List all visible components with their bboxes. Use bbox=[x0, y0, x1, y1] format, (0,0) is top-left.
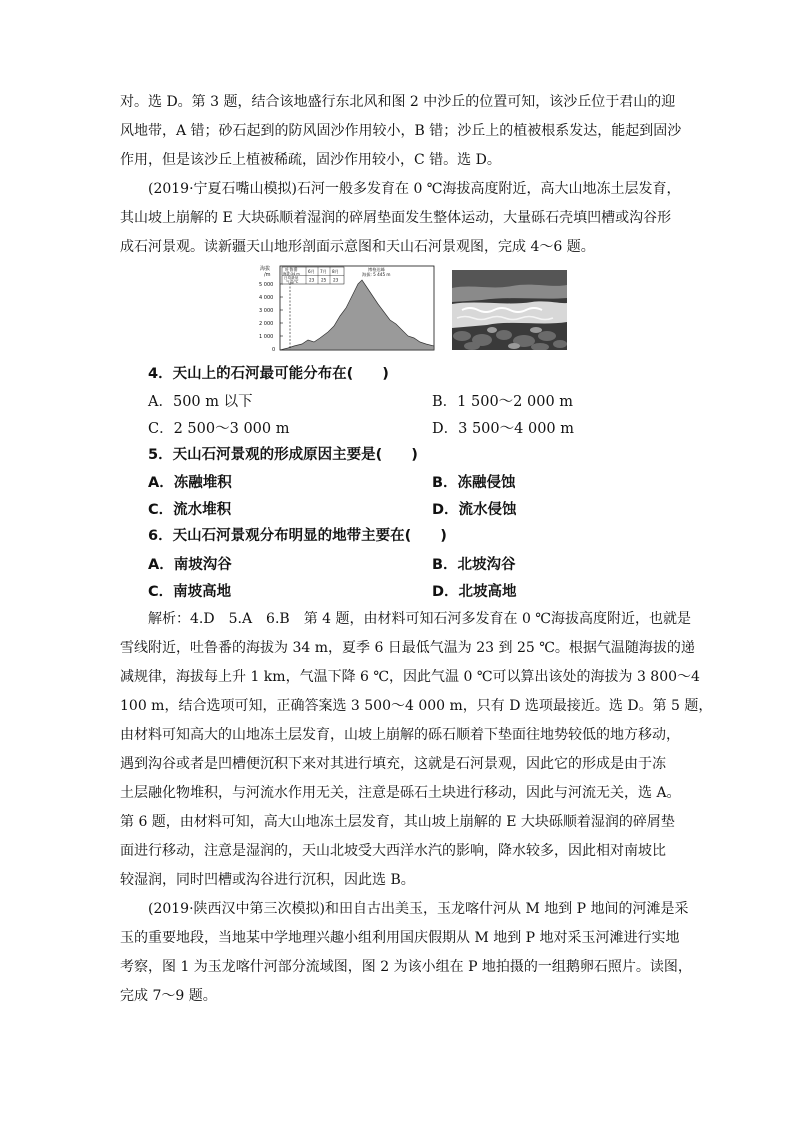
row-label-2: 气温/℃ bbox=[286, 280, 299, 284]
q6-option-b[interactable]: B．北坡沟谷 bbox=[432, 557, 516, 573]
intro3-line-3: 考察，图 1 为玉龙喀什河部分流域图，图 2 为该小组在 P 地拍摄的一组鹅卵石照片。读图， bbox=[120, 959, 692, 975]
peak-name: 博格达峰 bbox=[368, 267, 385, 272]
y-tick: 2 000 bbox=[259, 321, 274, 327]
q5-option-a[interactable]: A．冻融堆积 bbox=[148, 475, 232, 491]
y-tick: 4 000 bbox=[259, 295, 274, 301]
intro3-line-4: 完成 7～9 题。 bbox=[120, 988, 217, 1004]
q5-option-b[interactable]: B．冻融侵蚀 bbox=[432, 475, 516, 491]
q5-stem: 5．天山石河景观的形成原因主要是( ) bbox=[148, 447, 418, 463]
analysis-line-2: 雪线附近，吐鲁番的海拔为 34 m，夏季 6 日最低气温为 23 到 25 ℃。根据气温随海拔的递 bbox=[120, 640, 695, 656]
q5-option-d[interactable]: D．流水侵蚀 bbox=[432, 502, 517, 518]
q4-option-b[interactable]: B．1 500～2 000 m bbox=[432, 394, 574, 410]
analysis-line-7: 土层融化物堆积，与河流水作用无关，注意是砾石土块进行移动，因此与河流无关，选 A。 bbox=[120, 785, 681, 801]
tianshan-profile-figure bbox=[258, 264, 436, 354]
temp-value: 25 bbox=[321, 277, 327, 283]
y-tick: 0 bbox=[272, 347, 276, 353]
station-name: 吐鲁番 bbox=[285, 267, 298, 272]
q4-option-a[interactable]: A．500 m 以下 bbox=[148, 394, 253, 410]
y-tick: 5 000 bbox=[259, 282, 274, 288]
y-axis-title-1: 海拔 bbox=[260, 266, 271, 272]
para1-line-1: 对。选 D。第 3 题，结合该地盛行东北风和图 2 中沙丘的位置可知，该沙丘位于君山的迎 bbox=[120, 94, 676, 110]
month-label: 8月 bbox=[332, 269, 339, 274]
intro3-line-2: 玉的重要地段，当地某中学地理兴趣小组利用国庆假期从 M 地到 P 地对采玉河滩进行实地 bbox=[120, 930, 680, 946]
analysis-line-6: 遇到沟谷或者是凹槽便沉积下来对其进行填充，这就是石河景观，因此它的形成是由于冻 bbox=[120, 756, 666, 772]
intro2-line-3: 成石河景观。读新疆天山地形剖面示意图和天山石河景观图，完成 4～6 题。 bbox=[120, 239, 595, 255]
analysis-line-10: 较湿润，同时凹槽或沟谷进行沉积，因此选 B。 bbox=[120, 872, 415, 888]
q5-option-c[interactable]: C．流水堆积 bbox=[148, 502, 232, 518]
stone-river-photo bbox=[452, 270, 567, 350]
q6-option-a[interactable]: A．南坡沟谷 bbox=[148, 557, 232, 573]
analysis-line-4: 100 m，结合选项可知，正确答案选 3 500～4 000 m，只有 D 选项最接近。选 D。第 5 题， bbox=[120, 698, 713, 714]
temp-value: 23 bbox=[333, 277, 339, 283]
q6-option-d[interactable]: D．北坡高地 bbox=[432, 584, 517, 600]
intro2-line-2: 其山坡上崩解的 E 大块砾顺着湿润的碎屑垫面发生整体运动，大量砾石壳填凹槽或沟谷形 bbox=[120, 210, 672, 226]
q4-option-c[interactable]: C．2 500～3 000 m bbox=[148, 421, 290, 437]
row-label-1: 日均最低 bbox=[284, 276, 299, 280]
q4-option-d[interactable]: D．3 500～4 000 m bbox=[432, 421, 575, 437]
q6-stem: 6．天山石河景观分布明显的地带主要在( ) bbox=[148, 528, 447, 544]
para1-line-3: 作用，但是该沙丘上植被稀疏，固沙作用较小，C 错。选 D。 bbox=[120, 152, 501, 168]
analysis-line-8: 第 6 题，由材料可知，高大山地冻土层发育，其山坡上崩解的 E 大块砾顺着湿润的碎屑垫 bbox=[120, 814, 675, 830]
intro2-line-1: (2019·宁夏石嘴山模拟)石河一般多发育在 0 ℃海拔高度附近，高大山地冻土层发育， bbox=[148, 181, 681, 197]
para1-line-2: 风地带，A 错；砂石起到的防风固沙作用较小，B 错；沙丘上的植被根系发达，能起到固沙 bbox=[120, 123, 682, 139]
month-label: 6月 bbox=[308, 269, 315, 274]
peak-alt: 海拔: 5 445 m bbox=[362, 272, 391, 277]
y-tick: 3 000 bbox=[259, 308, 274, 314]
analysis-line-9: 面进行移动，注意是湿润的，天山北坡受大西洋水汽的影响，降水较多，因此相对南坡比 bbox=[120, 843, 666, 859]
station-alt: 海拔:34 m bbox=[283, 271, 300, 276]
q4-stem: 4．天山上的石河最可能分布在( ) bbox=[148, 366, 389, 382]
month-label: 7月 bbox=[320, 269, 327, 274]
analysis-line-5: 由材料可知高大的山地冻土层发育，山坡上崩解的砾石顺着下垫面往地势较低的地方移动， bbox=[120, 727, 680, 743]
y-axis-title-2: /m bbox=[264, 272, 271, 278]
analysis-line-1: 解析：4.D 5.A 6.B 第 4 题，由材料可知石河多发育在 0 ℃海拔高度附近，也就是 bbox=[148, 611, 691, 627]
temp-value: 23 bbox=[309, 277, 315, 283]
q6-option-c[interactable]: C．南坡高地 bbox=[148, 584, 232, 600]
intro3-line-1: (2019·陕西汉中第三次模拟)和田自古出美玉，玉龙喀什河从 M 地到 P 地间的河滩是采 bbox=[148, 901, 689, 917]
y-tick: 1 000 bbox=[259, 334, 274, 340]
analysis-line-3: 减规律，海拔每上升 1 km，气温下降 6 ℃，因此气温 0 ℃可以算出该处的海拔为 3 800～4 bbox=[120, 669, 700, 685]
